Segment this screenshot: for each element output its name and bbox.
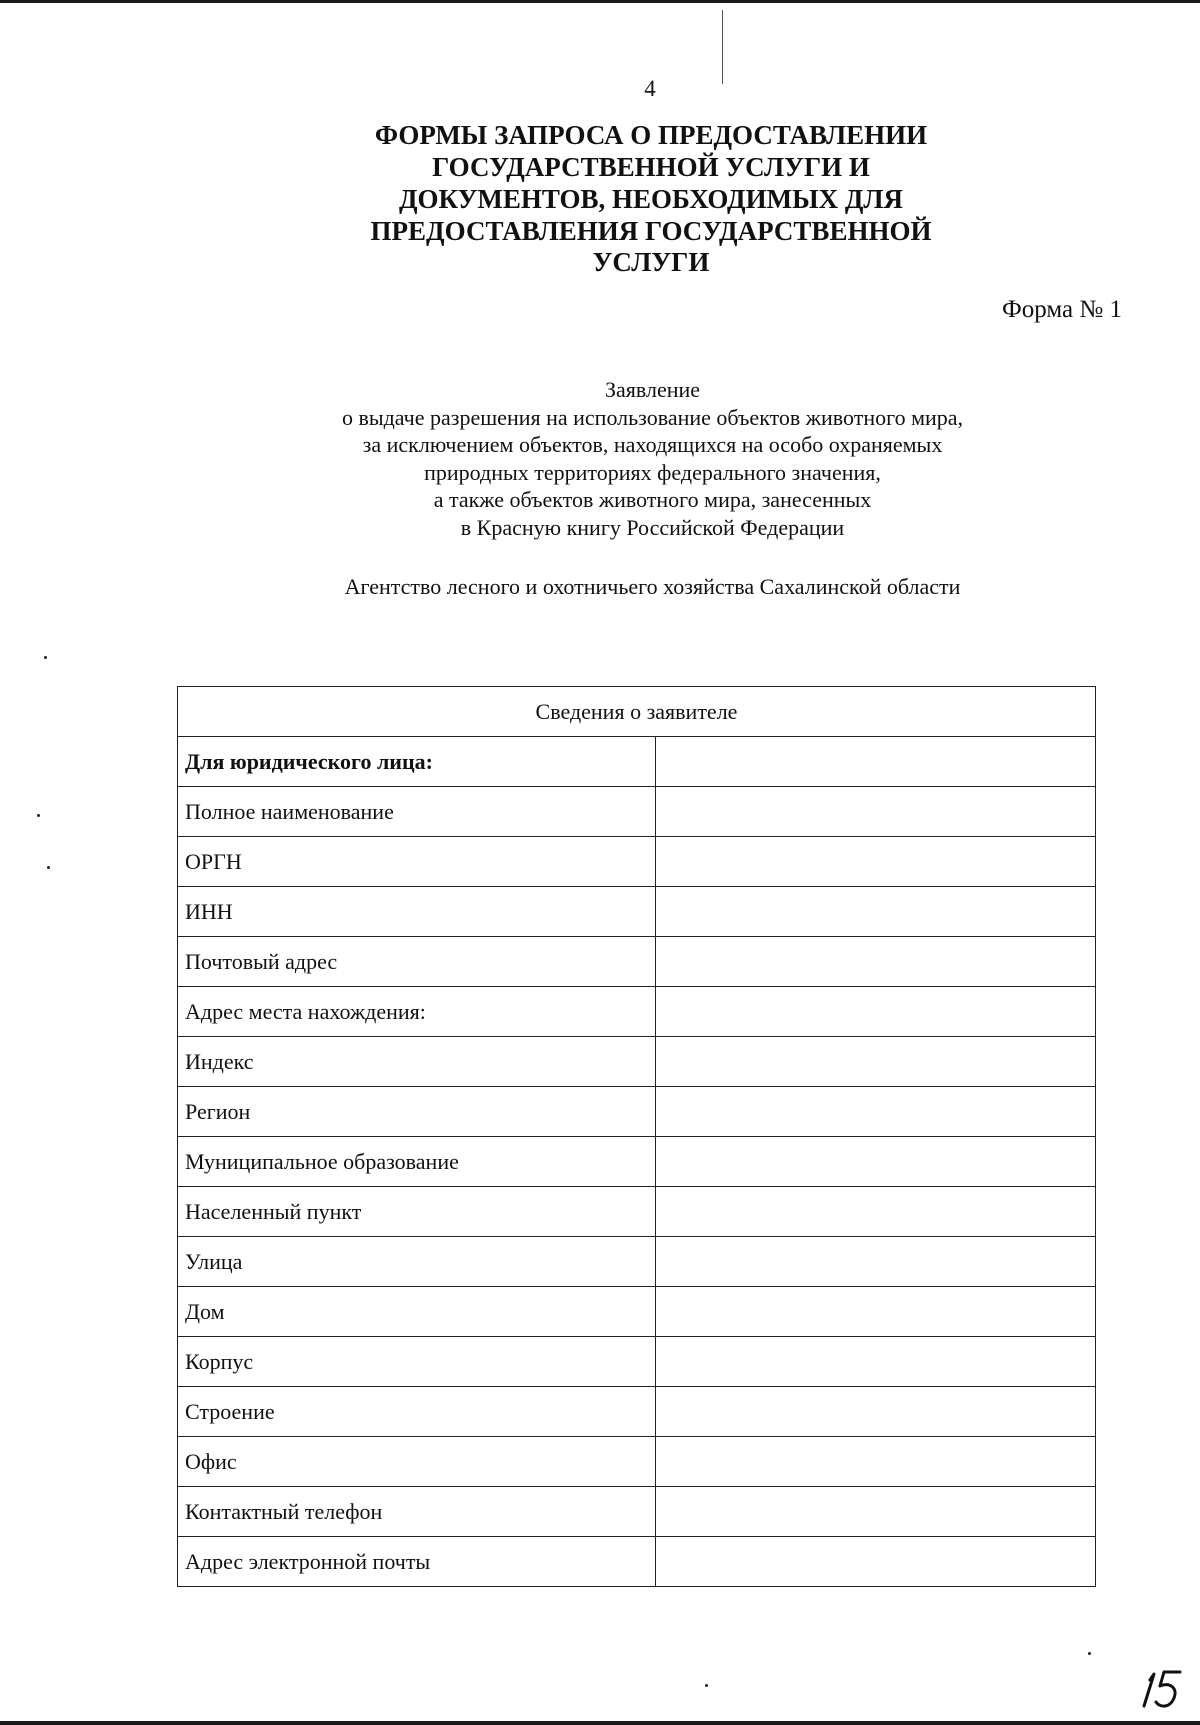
row-value-field[interactable] bbox=[656, 937, 1096, 987]
form-number-label: Форма № 1 bbox=[1002, 296, 1122, 323]
statement-line: в Красную книгу Российской Федерации bbox=[460, 514, 845, 540]
row-label: Корпус bbox=[178, 1337, 656, 1387]
row-label: ОРГН bbox=[178, 837, 656, 887]
scan-speck bbox=[37, 814, 40, 817]
row-value-field[interactable] bbox=[656, 787, 1096, 837]
row-label: Полное наименование bbox=[178, 787, 656, 837]
table-row bbox=[178, 1237, 1096, 1287]
table-row bbox=[178, 887, 1096, 937]
table-row bbox=[178, 987, 1096, 1037]
scan-border-bottom bbox=[0, 1721, 1200, 1725]
table-row bbox=[178, 1287, 1096, 1337]
row-label: Регион bbox=[178, 1087, 656, 1137]
statement-line: за исключением объектов, находящихся на особо охраняемых bbox=[362, 432, 943, 457]
scan-speck bbox=[47, 866, 50, 869]
table-row bbox=[178, 1537, 1096, 1587]
statement-line: а также объектов животного мира, занесенных bbox=[433, 487, 872, 512]
row-value-field[interactable] bbox=[656, 1087, 1096, 1137]
row-label: Адрес электронной почты bbox=[178, 1537, 656, 1587]
table-row bbox=[178, 1087, 1096, 1137]
table-row bbox=[178, 1337, 1096, 1387]
page-number: 4 bbox=[644, 76, 656, 101]
title-line: ДОКУМЕНТОВ, НЕОБХОДИМЫХ ДЛЯ bbox=[398, 183, 904, 214]
table-row bbox=[178, 1437, 1096, 1487]
row-value-field[interactable] bbox=[656, 837, 1096, 887]
row-label: Почтовый адрес bbox=[178, 937, 656, 987]
row-label: Для юридического лица: bbox=[178, 737, 656, 787]
statement-line: Заявление bbox=[604, 377, 701, 402]
scan-speck bbox=[705, 1684, 708, 1687]
title-line: ФОРМЫ ЗАПРОСА О ПРЕДОСТАВЛЕНИИ bbox=[374, 120, 928, 150]
table-row bbox=[178, 937, 1096, 987]
row-label: Офис bbox=[178, 1437, 656, 1487]
row-value-field[interactable] bbox=[656, 1237, 1096, 1287]
row-value-field[interactable] bbox=[656, 887, 1096, 937]
row-value-field[interactable] bbox=[656, 1137, 1096, 1187]
page-title bbox=[340, 120, 962, 279]
table-row bbox=[178, 1037, 1096, 1087]
table-row bbox=[178, 1187, 1096, 1237]
row-label: ИНН bbox=[178, 887, 656, 937]
table-row bbox=[178, 737, 1096, 787]
row-label: Адрес места нахождения: bbox=[178, 987, 656, 1037]
table-row bbox=[178, 837, 1096, 887]
scan-speck bbox=[1088, 1652, 1091, 1655]
row-value-field[interactable] bbox=[656, 1537, 1096, 1587]
row-value-field[interactable] bbox=[656, 1287, 1096, 1337]
row-value-field[interactable] bbox=[656, 1187, 1096, 1237]
table-row bbox=[178, 1487, 1096, 1537]
row-value-field[interactable] bbox=[656, 1387, 1096, 1437]
scan-border-top bbox=[0, 0, 1200, 3]
row-value-field[interactable] bbox=[656, 1337, 1096, 1387]
row-value-field[interactable] bbox=[656, 1437, 1096, 1487]
statement-line: о выдаче разрешения на использование объектов животного мира, bbox=[341, 404, 964, 430]
scan-speck bbox=[44, 656, 47, 659]
row-label: Индекс bbox=[178, 1037, 656, 1087]
table-header-row bbox=[178, 687, 1096, 737]
row-value-field[interactable] bbox=[656, 1487, 1096, 1537]
row-value-field[interactable] bbox=[656, 737, 1096, 787]
title-line: ПРЕДОСТАВЛЕНИЯ ГОСУДАРСТВЕННОЙ bbox=[370, 215, 932, 246]
applicant-info-table bbox=[177, 686, 1096, 1587]
row-label: Муниципальное образование bbox=[178, 1137, 656, 1187]
table-header: Сведения о заявителе bbox=[178, 687, 1096, 737]
agency-name: Агентство лесного и охотничьего хозяйства Сахалинской области bbox=[344, 574, 961, 599]
table-row bbox=[178, 1387, 1096, 1437]
statement-line: природных территориях федерального значения, bbox=[424, 459, 881, 485]
row-value-field[interactable] bbox=[656, 1037, 1096, 1087]
scan-artifact-line bbox=[722, 10, 723, 84]
table-row bbox=[178, 1137, 1096, 1187]
row-label: Улица bbox=[178, 1237, 656, 1287]
handwritten-page-number bbox=[1140, 1666, 1188, 1712]
row-label: Контактный телефон bbox=[178, 1487, 656, 1537]
row-value-field[interactable] bbox=[656, 987, 1096, 1037]
row-label: Строение bbox=[178, 1387, 656, 1437]
statement-heading bbox=[270, 376, 1035, 541]
row-label: Дом bbox=[178, 1287, 656, 1337]
row-label: Населенный пункт bbox=[178, 1187, 656, 1237]
table-row bbox=[178, 787, 1096, 837]
title-line: ГОСУДАРСТВЕННОЙ УСЛУГИ И bbox=[432, 151, 870, 182]
title-line: УСЛУГИ bbox=[592, 247, 710, 278]
